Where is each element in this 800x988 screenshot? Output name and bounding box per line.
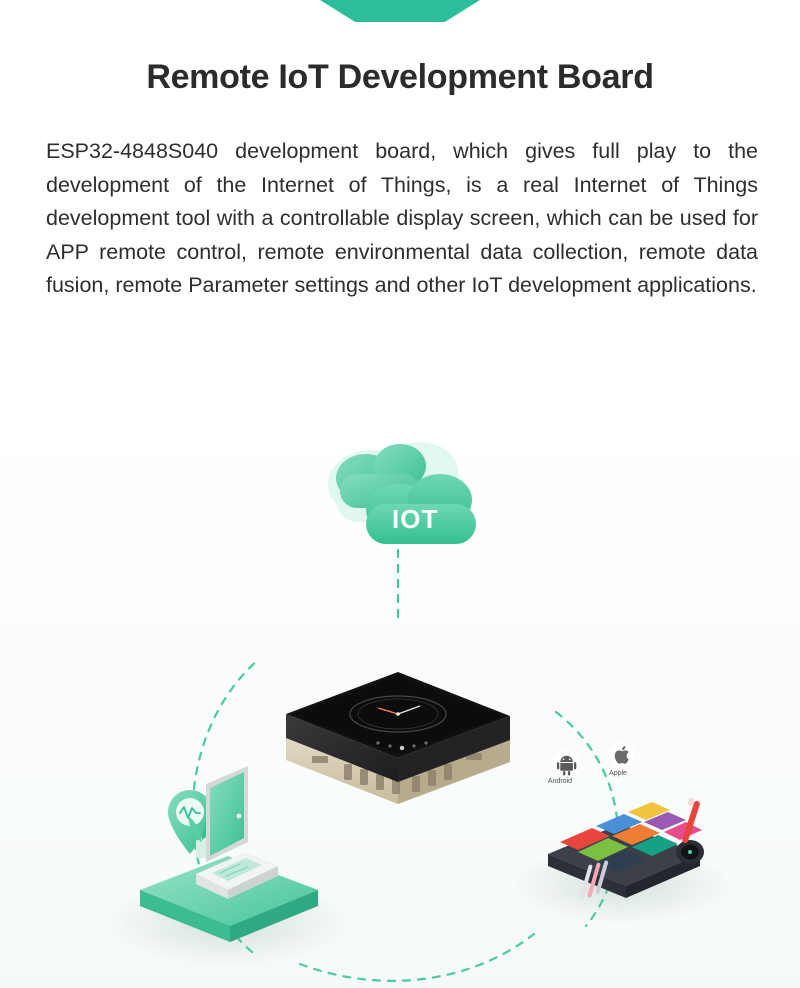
green-panel	[206, 766, 248, 862]
apple-icon	[610, 742, 635, 767]
product-description-paragraph: ESP32-4848S040 development board, which gives full play to the development of the Internet of Things, is a real Internet of Things development tool with a controllable display screen, which can be used for APP remote control, remote environmental data collection, remote data fusion, remote Parameter settings and other IoT development applications.	[46, 139, 758, 297]
android-label: Android	[547, 778, 573, 785]
environment-sensor-platform	[108, 766, 348, 966]
iot-illustration	[0, 412, 800, 988]
page-title: Remote IoT Development Board	[146, 58, 654, 96]
apple-label: Apple	[609, 770, 627, 777]
smart-watch-icon	[676, 840, 704, 864]
iot-diagram-svg	[0, 412, 800, 988]
cloud-label: IOT	[392, 504, 439, 534]
top-accent-notch	[320, 0, 480, 22]
esp32-development-board	[286, 672, 510, 804]
android-icon	[554, 750, 579, 776]
